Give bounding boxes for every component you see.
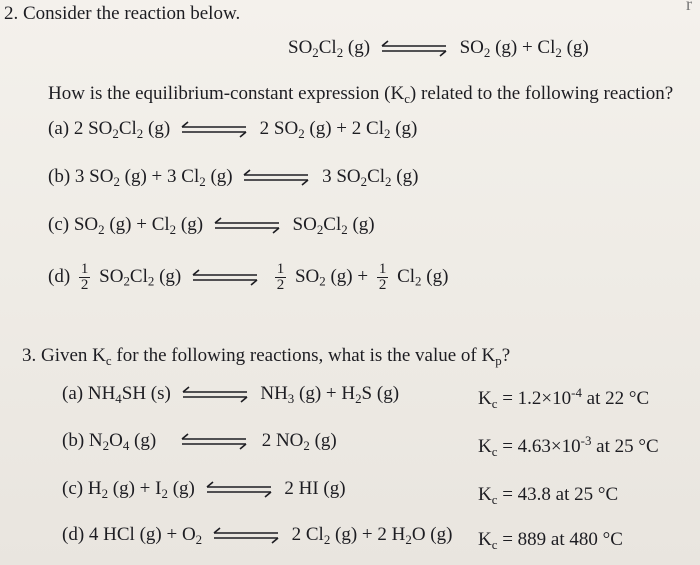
equilibrium-arrow-icon	[181, 386, 251, 404]
q2-main-reaction: $SO_2Cl_2$ (g) $SO_2$ $(g) + Cl_2$ (g)	[288, 37, 589, 60]
q2-option-d-label: (d)	[48, 265, 71, 287]
q2-question: How is the equilibrium-constant expression $(K_c)$ related to the following reaction?	[48, 83, 674, 106]
q3-kc-a: $K_c = 1.2\times 10^{-4}$ at 22 °C	[478, 384, 650, 411]
fraction-one-half: $\frac{1}{2}$	[276, 261, 285, 293]
q3-kc-b: $K_c = 4.63\times 10^{-3}$ at 25 °C	[478, 432, 659, 459]
q3-option-a: (a) $NH_4SH$ (s) $NH_3$ $(g) + H_2S$ (g)	[62, 383, 400, 406]
q3-option-a-label: (a)	[62, 383, 84, 404]
q2-number: 2.	[4, 3, 19, 24]
q2-option-d: (d) $\frac{1}{2}$ $SO_2Cl_2$ (g) $\frac{1}{2}$ $SO_2$ (g) + $\frac{1}{2}$ $Cl_2$ (g)	[48, 261, 449, 293]
q2-option-c: (c) $SO_2$ $(g) + Cl_2$ (g) $SO_2Cl_2$ (g)	[48, 214, 375, 237]
q3-option-b: (b) $N_2O_4$ (g) 2 $NO_2$ (g)	[62, 430, 337, 453]
q2-option-b-label: (b)	[48, 166, 71, 187]
q2-option-b: (b) 3 $SO_2$ (g) + 3 $Cl_2$ (g) 3 $SO_2Cl_2$ (g)	[48, 166, 419, 189]
q3-kc-c: $K_c = 43.8$ at 25 °C	[478, 484, 619, 507]
q3-option-c: (c) $H_2$ $(g) + I_2$ (g) 2 HI (g)	[62, 478, 346, 501]
equilibrium-arrow-icon	[166, 433, 252, 451]
equilibrium-arrow-icon	[212, 527, 282, 545]
q3-option-d: (d) 4 HCl $(g) + O_2$ 2 $Cl_2$ (g) + 2 $H_2O$ (g)	[62, 524, 453, 547]
q3-heading: 3. Given $K_c$ for the following reactions, what is the value of $K_p$?	[22, 345, 511, 368]
equilibrium-arrow-icon	[205, 481, 275, 499]
q2-heading	[4, 3, 240, 25]
equilibrium-arrow-icon	[242, 169, 312, 187]
fraction-one-half: $\frac{1}{2}$	[378, 261, 387, 293]
equilibrium-arrow-icon	[191, 269, 261, 287]
q3-kc-d: $K_c = 889$ at 480 °C	[478, 529, 623, 552]
q2-title: Consider the reaction below.	[23, 3, 241, 24]
equilibrium-arrow-icon	[180, 121, 250, 139]
q3-option-c-label: (c)	[62, 478, 84, 499]
q3-option-d-label: (d)	[62, 524, 85, 545]
q3-number: 3.	[22, 345, 37, 366]
equilibrium-arrow-icon	[213, 217, 283, 235]
fraction-one-half: $\frac{1}{2}$	[80, 261, 89, 293]
equilibrium-arrow-icon	[380, 40, 450, 58]
q2-option-a-label: (a)	[48, 118, 70, 139]
q3-option-b-label: (b)	[62, 430, 85, 451]
page-edge-mark: r	[686, 0, 692, 14]
q2-option-c-label: (c)	[48, 214, 70, 235]
q2-option-a: (a) 2 $SO_2Cl_2$ (g) 2 $SO_2$ (g) + 2 $Cl_2$ (g)	[48, 118, 418, 141]
